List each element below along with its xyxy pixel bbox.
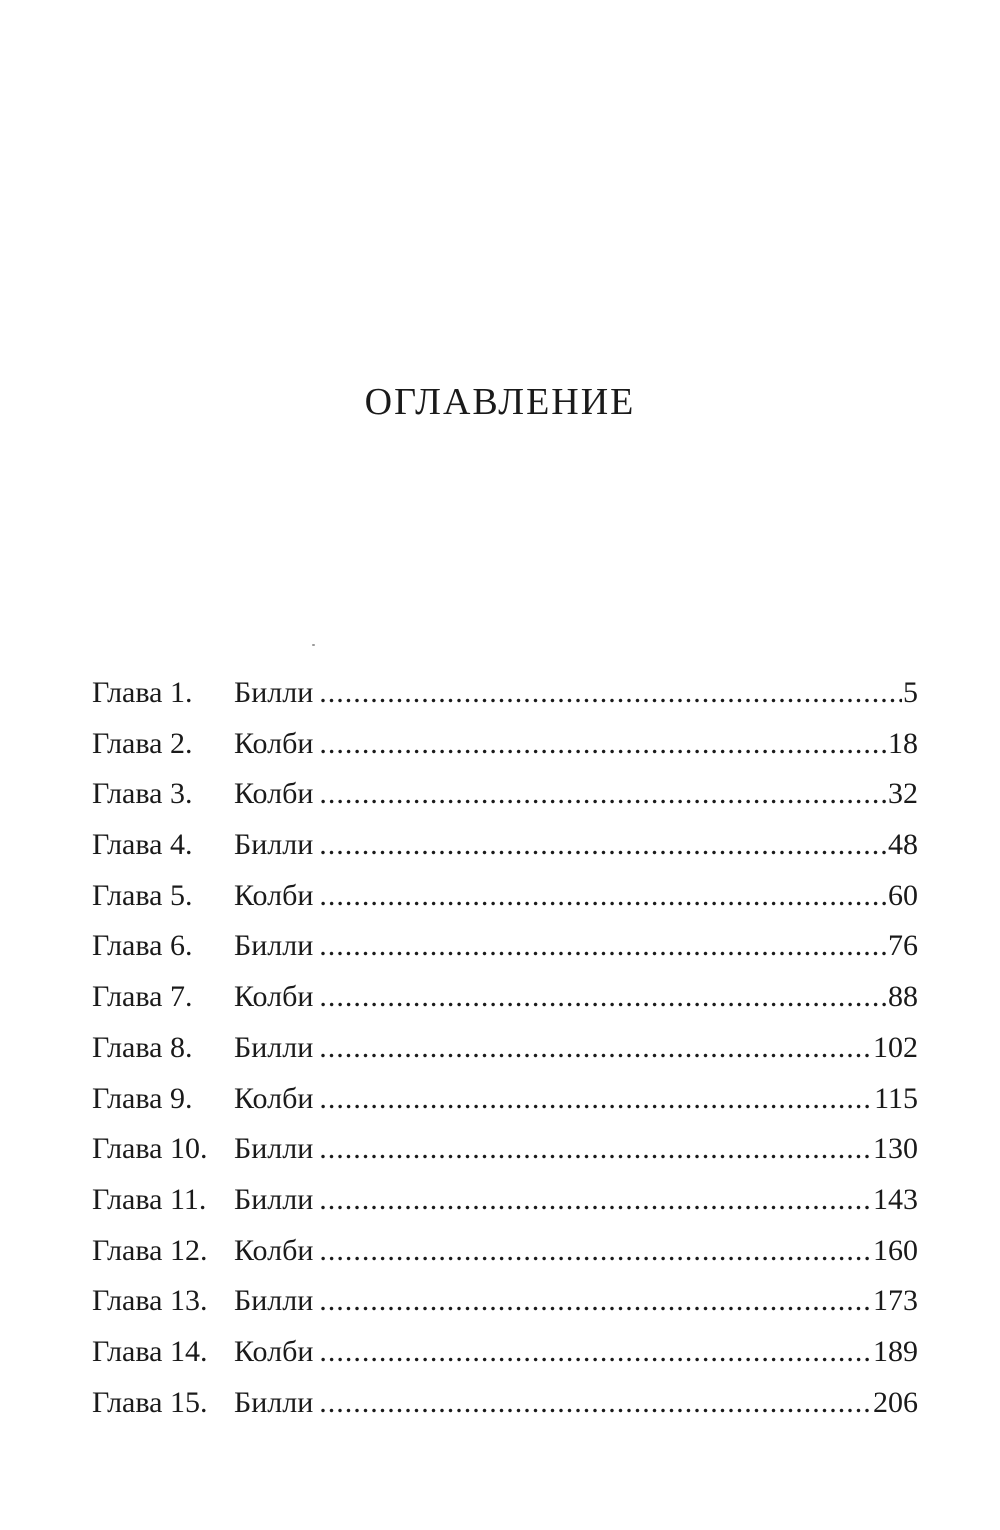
chapter-name: Колби [234,980,314,1014]
chapter-name: Колби [234,1233,314,1267]
dot-leader [319,871,887,922]
page-number: 173 [873,1284,918,1318]
chapter-number: Глава 1. [92,676,193,709]
page-number: 60 [888,878,918,912]
chapter-name: Колби [234,777,314,811]
chapter-number: Глава 14. [92,1334,208,1368]
toc-entry[interactable] [92,820,918,871]
chapter-name: Колби [234,878,314,912]
chapter-number: Глава 15. [92,1385,208,1419]
chapter-number: Глава 11. [92,1182,207,1216]
chapter-number: Глава 10. [92,1132,208,1166]
chapter-number: Глава 8. [92,1030,193,1064]
chapter-name: Билли [234,1182,314,1216]
toc-entry[interactable] [92,972,918,1023]
dot-leader [319,1327,872,1378]
page-number: 143 [873,1182,918,1216]
chapter-name: Билли [234,676,314,709]
chapter-number: Глава 2. [92,726,193,760]
page-number: 48 [888,828,918,862]
toc-entry[interactable] [92,1124,918,1175]
toc-entry[interactable] [92,668,918,719]
dot-leader [319,820,887,871]
table-of-contents [92,668,918,1428]
toc-entry[interactable] [92,769,918,820]
page-number: 189 [873,1334,918,1368]
page-number: 18 [888,726,918,760]
page-number: 130 [873,1132,918,1166]
chapter-name: Билли [234,1385,314,1419]
dot-leader [319,668,902,719]
page-title: ОГЛАВЛЕНИЕ [364,381,636,424]
chapter-number: Глава 3. [92,777,193,811]
page-number: 102 [873,1030,918,1064]
page-number: 206 [873,1385,918,1419]
chapter-number: Глава 12. [92,1233,208,1267]
dot-leader [319,1175,872,1226]
chapter-name: Билли [234,929,314,963]
toc-entry[interactable] [92,1074,918,1125]
dot-leader [319,769,887,820]
chapter-number: Глава 7. [92,980,193,1014]
chapter-name: Билли [234,1030,314,1064]
toc-entry[interactable] [92,1175,918,1226]
dot-leader [319,1124,872,1175]
dot-leader [319,719,887,770]
dot-leader [319,1276,872,1327]
page-number: 76 [888,929,918,963]
print-speck [312,644,315,646]
page-number: 88 [888,980,918,1014]
dot-leader [319,1023,872,1074]
toc-entry[interactable] [92,1226,918,1277]
chapter-number: Глава 13. [92,1284,208,1318]
dot-leader [319,1226,872,1277]
dot-leader [319,1378,872,1429]
dot-leader [319,972,887,1023]
chapter-number: Глава 5. [92,878,193,912]
chapter-number: Глава 6. [92,929,193,963]
chapter-number: Глава 9. [92,1081,193,1115]
toc-entry[interactable] [92,1276,918,1327]
page-number: 160 [873,1233,918,1267]
toc-entry[interactable] [92,1023,918,1074]
dot-leader [319,921,887,972]
chapter-name: Билли [234,1132,314,1166]
chapter-name: Колби [234,726,314,760]
page-number: 115 [874,1081,918,1115]
toc-entry[interactable] [92,719,918,770]
chapter-name: Билли [234,828,314,862]
chapter-name: Колби [234,1334,314,1368]
toc-entry[interactable] [92,871,918,922]
toc-entry[interactable] [92,921,918,972]
toc-entry[interactable] [92,1327,918,1378]
dot-leader [319,1074,873,1125]
chapter-name: Билли [234,1284,314,1318]
toc-entry[interactable] [92,1378,918,1429]
chapter-number: Глава 4. [92,828,193,862]
page-number: 5 [903,676,918,709]
chapter-name: Колби [234,1081,314,1115]
page-number: 32 [888,777,918,811]
